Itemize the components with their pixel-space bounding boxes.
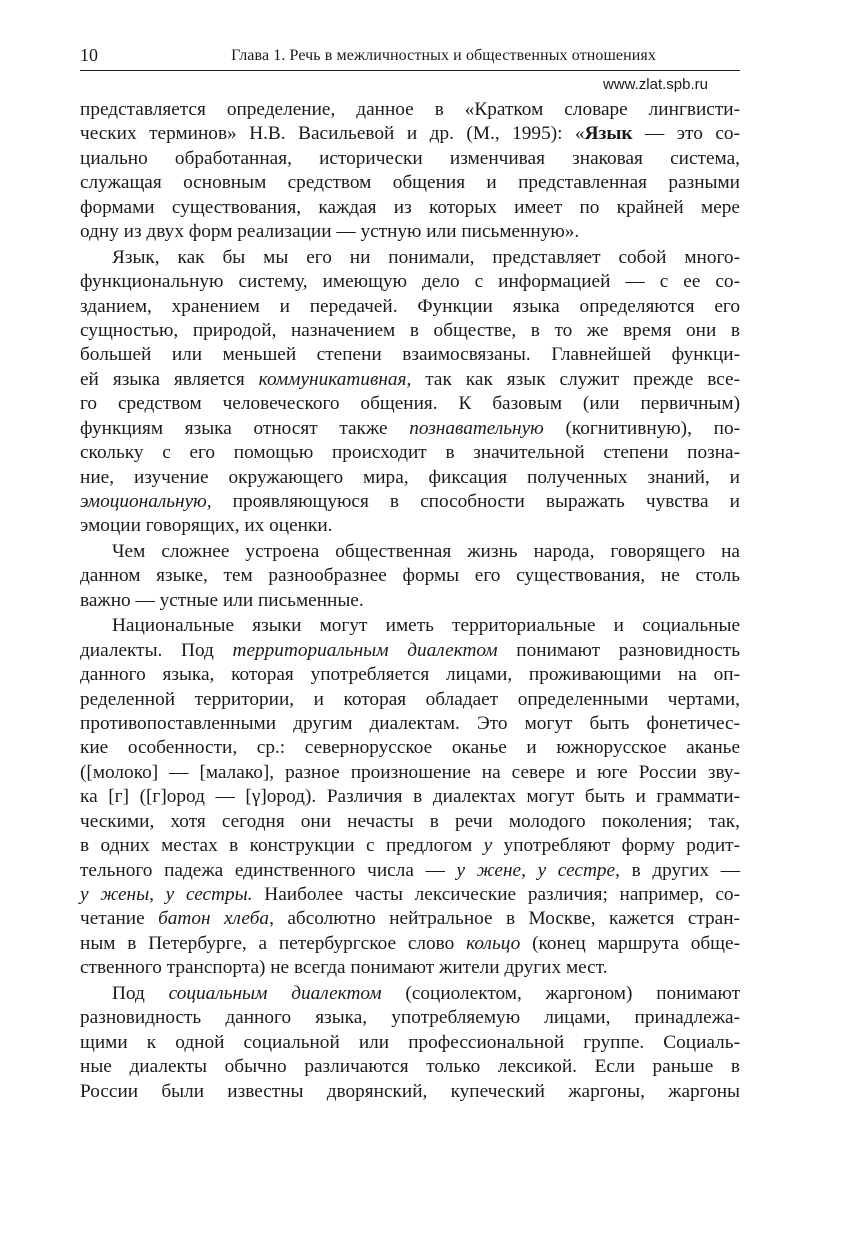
text-line: одну из двух форм реализации — устную или письменную». bbox=[80, 221, 580, 243]
text-line: ческими, хотя сегодня они нечасты в речи молодого поколения; так, bbox=[80, 810, 740, 832]
text-line: функциям языка относят также познавательную (когнитивную), по- bbox=[80, 417, 741, 439]
text-line: ческих терминов» Н.В. Васильевой и др. (М., 1995): «Язык — это со- bbox=[80, 123, 740, 145]
text-line: противопоставленными другим диалектам. Это могут быть фонетичес- bbox=[80, 712, 740, 734]
text-line: функциональную систему, имеющую дело с информацией — с ее со- bbox=[80, 271, 740, 293]
text-line: большей или меньшей степени взаимосвязаны. Главнейшей функци- bbox=[80, 344, 740, 366]
text-line: циально обработанная, исторически изменчивая знаковая система, bbox=[80, 147, 740, 169]
text-line: России были известны дворянский, купеческий жаргоны, жаргоны bbox=[80, 1080, 740, 1102]
italic-term: эмоциональную, bbox=[80, 491, 212, 512]
italic-term: коммуникативная, bbox=[258, 368, 412, 390]
site-url-watermark: www.zlat.spb.ru bbox=[602, 76, 708, 93]
italic-term: у жене, у сестре bbox=[456, 859, 616, 881]
body-text bbox=[80, 98, 740, 1104]
text-line: зданием, хранением и передачей. Функции языка определяются его bbox=[80, 295, 740, 317]
text-line: го средством человеческого общения. К базовым (или первичным) bbox=[80, 393, 740, 415]
text-line: служащая основным средством общения и представленная разными bbox=[80, 172, 740, 194]
text-line: эмоции говорящих, их оценки. bbox=[80, 515, 333, 537]
italic-term: у жены, у сестры. bbox=[80, 884, 253, 905]
bold-term: Язык bbox=[584, 123, 633, 145]
italic-term: познавательную bbox=[409, 417, 544, 439]
page-number: 10 bbox=[80, 45, 98, 65]
text-line: ным в Петербурге, а петербургское слово кольцо (конец маршрута обще- bbox=[80, 932, 740, 954]
text-line: Чем сложнее устроена общественная жизнь народа, говорящего на bbox=[112, 540, 740, 562]
text-line: эмоциональную, проявляющуюся в способности выражать чувства и bbox=[80, 491, 740, 512]
text-line: тельного падежа единственного числа — у жене, у сестре, в других — bbox=[80, 859, 740, 881]
text-line: скольку с его помощью происходит в значительной степени позна- bbox=[80, 442, 740, 464]
text-line: Язык, как бы мы его ни понимали, представляет собой много- bbox=[112, 246, 740, 268]
text-line: ние, изучение окружающего мира, фиксация полученных знаний, и bbox=[80, 466, 740, 488]
text-line: данном языке, тем разнообразнее формы его существования, не столь bbox=[80, 565, 740, 587]
text-line: ка [г] ([г]ород — [γ]ород). Различия в диалектах могут быть и граммати- bbox=[80, 786, 740, 808]
text-line: разновидность данного языка, употребляемую лицами, принадлежа- bbox=[80, 1007, 740, 1029]
text-line: ределенной территории, и которая обладает определенными чертами, bbox=[80, 688, 740, 710]
italic-term: батон хлеба bbox=[158, 908, 270, 930]
text-line: формами существования, каждая из которых имеет по крайней мере bbox=[80, 196, 740, 218]
text-line: ей языка является коммуникативная, так как язык служит прежде все- bbox=[80, 368, 741, 390]
text-line: ственного транспорта) не всегда понимают жители других мест. bbox=[80, 957, 608, 979]
running-header bbox=[80, 44, 740, 71]
text-line: важно — устные или письменные. bbox=[80, 589, 364, 611]
chapter-title: Глава 1. Речь в межличностных и общественных отношениях bbox=[231, 47, 656, 64]
text-line: Под социальным диалектом (социолектом, жаргоном) понимают bbox=[112, 982, 741, 1004]
text-line: щими к одной социальной или профессиональной группе. Социаль- bbox=[80, 1031, 740, 1053]
text-line: кие особенности, ср.: севернорусское оканье и южнорусское аканье bbox=[80, 737, 740, 759]
text-line: Национальные языки могут иметь территориальные и социальные bbox=[112, 615, 740, 637]
text-line: у жены, у сестры. Наиболее часты лексические различия; например, со- bbox=[80, 884, 740, 905]
text-line: ные диалекты обычно различаются только лексикой. Если раньше в bbox=[80, 1056, 740, 1078]
italic-term: территориальным диалектом bbox=[232, 639, 498, 661]
italic-term: у bbox=[483, 835, 493, 857]
text-line: сущностью, природой, назначением в обществе, в то же время они в bbox=[80, 319, 740, 341]
italic-term: социальным диалектом bbox=[168, 982, 382, 1004]
text-line: диалекты. Под территориальным диалектом понимают разновидность bbox=[80, 639, 741, 661]
text-line: четание батон хлеба, абсолютно нейтральное в Москве, кажется стран- bbox=[80, 908, 740, 930]
text-line: ([молоко] — [малако], разное произношение на севере и юге России зву- bbox=[80, 761, 740, 783]
text-line: представляется определение, данное в «Кратком словаре лингвисти- bbox=[80, 99, 740, 120]
text-line: данного языка, которая употребляется лицами, проживающими на оп- bbox=[80, 664, 740, 686]
italic-term: кольцо bbox=[466, 932, 521, 954]
text-line: в одних местах в конструкции с предлогом у употребляют форму родит- bbox=[80, 835, 740, 857]
